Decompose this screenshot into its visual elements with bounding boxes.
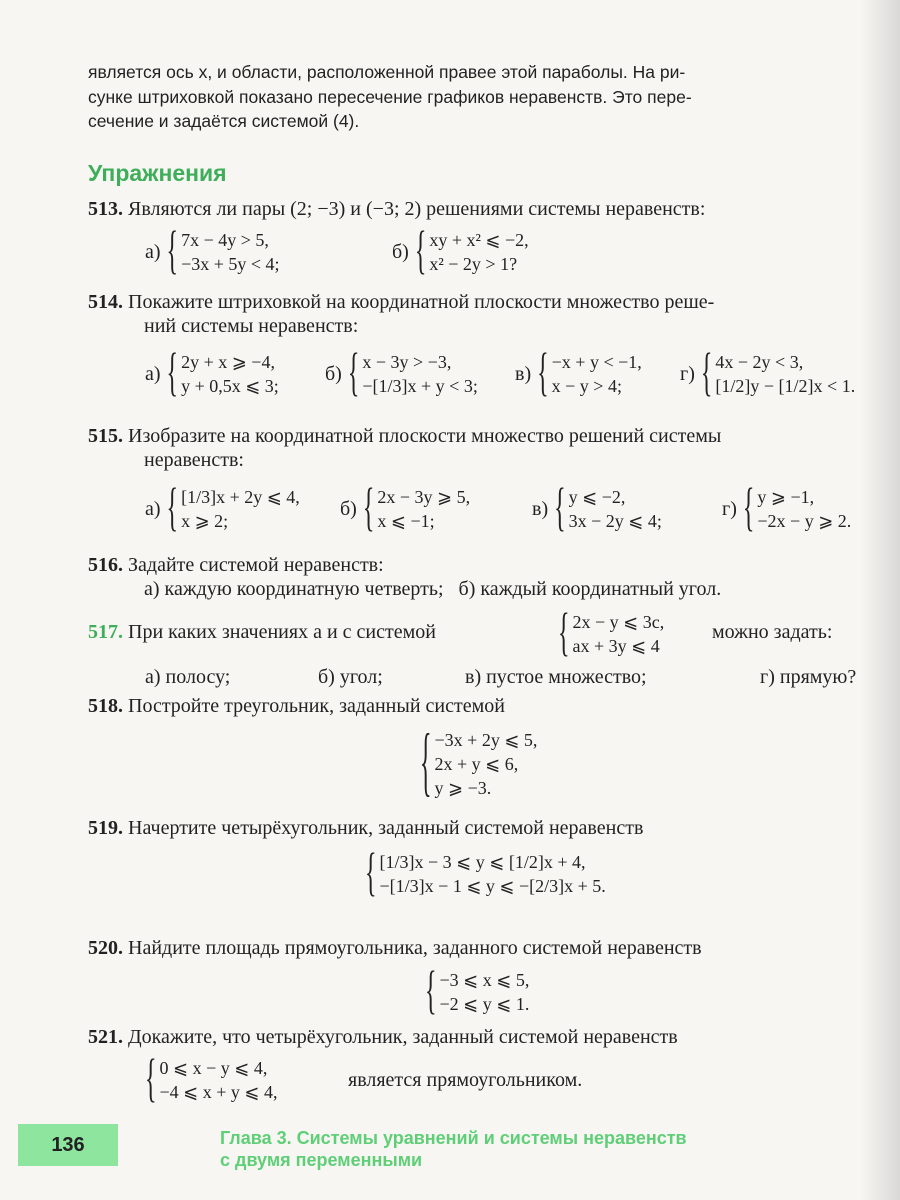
exercise-number: 515. xyxy=(88,425,123,447)
option-v: в) пустое множество; xyxy=(465,666,647,688)
inequality: 2x − y ⩽ 3c, xyxy=(572,612,665,632)
inequality: [1/3]x + 2y ⩽ 4, xyxy=(181,487,300,507)
system-lines xyxy=(435,728,538,800)
system-label: б) xyxy=(392,240,409,263)
system-label: б) xyxy=(340,497,357,520)
exercise-515 xyxy=(88,424,893,472)
inequality: 2x + y ⩽ 6, xyxy=(434,754,519,774)
chapter-title-line: Глава 3. Системы уравнений и системы неравенств xyxy=(220,1128,687,1148)
brace-symbol: { xyxy=(365,845,377,903)
brace-symbol: { xyxy=(558,605,570,663)
inequality: y ⩾ −3. xyxy=(434,778,492,798)
brace-symbol: { xyxy=(537,345,549,403)
system-b xyxy=(340,480,471,538)
inequality: x ⩽ −1; xyxy=(377,511,435,531)
inequality: −[1/3]x − 1 ⩽ y ⩽ −[2/3]x + 5. xyxy=(379,876,606,896)
system-lines xyxy=(160,1056,278,1104)
brace-symbol: { xyxy=(420,722,432,806)
exercise-520 xyxy=(88,936,893,960)
inequality: y ⩾ −1, xyxy=(757,487,815,507)
system-a xyxy=(145,345,279,403)
exercise-514 xyxy=(88,290,893,338)
brace-symbol: { xyxy=(166,223,179,281)
exercise-519 xyxy=(88,816,893,840)
system-a xyxy=(145,223,280,281)
inequality: −[1/3]x + y < 3; xyxy=(362,376,478,396)
brace-symbol: { xyxy=(145,1051,157,1109)
inequality: −3 ⩽ x ⩽ 5, xyxy=(439,970,530,990)
option-b: б) угол; xyxy=(318,666,383,688)
exercise-number: 516. xyxy=(88,554,123,576)
inequality: 0 ⩽ x − y ⩽ 4, xyxy=(159,1058,268,1078)
brace-symbol: { xyxy=(347,345,360,403)
exercise-text: Начертите четырёхугольник, заданный системой неравенств xyxy=(128,817,644,839)
system-label: г) xyxy=(680,362,695,385)
system-b xyxy=(392,223,529,281)
system-lines xyxy=(573,610,665,658)
inequality: 2x − 3y ⩾ 5, xyxy=(377,487,471,507)
inequality: −3x + 5y < 4; xyxy=(181,254,280,274)
intro-line: сунке штриховкой показано пересечение графиков неравенств. Это пере- xyxy=(88,86,692,107)
system-label: в) xyxy=(532,497,549,520)
inequality: −x + y < −1, xyxy=(551,352,642,372)
option-a: а) полосу; xyxy=(145,666,231,688)
exercise-518 xyxy=(88,694,893,718)
page-number-box xyxy=(18,1124,118,1166)
exercise-521 xyxy=(88,1025,893,1049)
exercise-number: 517. xyxy=(88,621,123,643)
system xyxy=(145,1051,278,1109)
inequality: x ⩾ 2; xyxy=(181,511,229,531)
exercise-text: Являются ли пары (2; −3) и (−3; 2) решениями системы неравенств: xyxy=(128,198,706,220)
system-g xyxy=(722,480,852,538)
system-b xyxy=(325,345,478,403)
chapter-footer xyxy=(220,1127,687,1171)
inequality: [1/3]x − 3 ⩽ y ⩽ [1/2]x + 4, xyxy=(379,852,586,872)
inequality: −3x + 2y ⩽ 5, xyxy=(434,730,538,750)
system-lines xyxy=(715,350,855,398)
inequality: −2x − y ⩾ 2. xyxy=(757,511,852,531)
system xyxy=(420,722,538,806)
exercise-text: При каких значениях a и c системой xyxy=(128,621,436,643)
system-lines xyxy=(181,485,300,533)
inequality: x − 3y > −3, xyxy=(362,352,452,372)
brace-symbol: { xyxy=(166,480,179,538)
section-heading: Упражнения xyxy=(88,160,227,186)
brace-symbol: { xyxy=(166,345,179,403)
exercise-number: 519. xyxy=(88,817,123,839)
intro-paragraph xyxy=(88,60,888,134)
exercise-text: неравенств: xyxy=(144,449,244,471)
inequality: −4 ⩽ x + y ⩽ 4, xyxy=(159,1082,278,1102)
inequality: 3x − 2y ⩽ 4; xyxy=(568,511,662,531)
system-label: а) xyxy=(145,362,161,385)
inequality: x − y > 4; xyxy=(551,376,622,396)
intro-line: сечение и задаётся системой (4). xyxy=(88,111,360,131)
system-label: а) xyxy=(145,240,161,263)
intro-line: является ось x, и области, расположенной правее этой параболы. На ри- xyxy=(88,62,686,82)
exercise-text: Найдите площадь прямоугольника, заданного системой неравенств xyxy=(128,937,702,959)
brace-symbol: { xyxy=(700,345,713,403)
exercise-text: Докажите, что четырёхугольник, заданный системой неравенств xyxy=(128,1026,678,1048)
system-lines xyxy=(380,850,606,898)
brace-symbol: { xyxy=(742,480,755,538)
system-lines xyxy=(569,485,662,533)
inequality: y + 0,5x ⩽ 3; xyxy=(181,376,279,396)
exercise-number: 514. xyxy=(88,291,123,313)
system-lines xyxy=(552,350,642,398)
inequality: −2 ⩽ y ⩽ 1. xyxy=(439,994,530,1014)
exercise-text: Покажите штриховкой на координатной плоскости множество реше- xyxy=(128,291,715,313)
exercise-number: 521. xyxy=(88,1026,123,1048)
exercise-number: 520. xyxy=(88,937,123,959)
system-v xyxy=(532,480,662,538)
brace-symbol: { xyxy=(425,963,437,1021)
exercise-text: Задайте системой неравенств: xyxy=(128,554,384,576)
brace-symbol: { xyxy=(554,480,566,538)
system-lines xyxy=(429,228,528,276)
exercise-text: а) каждую координатную четверть; б) каждый координатный угол. xyxy=(144,578,722,600)
system-g xyxy=(680,345,856,403)
exercise-text: ний системы неравенств: xyxy=(144,315,359,337)
inequality: y ⩽ −2, xyxy=(568,487,626,507)
exercise-text: можно задать: xyxy=(712,621,833,643)
system-lines xyxy=(440,968,530,1016)
system xyxy=(558,605,665,663)
system-lines xyxy=(757,485,851,533)
system xyxy=(365,845,606,903)
inequality: 4x − 2y < 3, xyxy=(715,352,804,372)
inequality: x² − 2y > 1? xyxy=(429,254,518,274)
exercise-number: 518. xyxy=(88,695,123,717)
system-lines xyxy=(181,228,279,276)
system-lines xyxy=(377,485,470,533)
exercise-516 xyxy=(88,553,893,601)
system xyxy=(425,963,530,1021)
inequality: 7x − 4y > 5, xyxy=(181,230,269,250)
inequality: xy + x² ⩽ −2, xyxy=(429,230,529,250)
inequality: 2y + x ⩾ −4, xyxy=(181,352,275,372)
chapter-title-line: с двумя переменными xyxy=(220,1150,423,1170)
system-lines xyxy=(362,350,477,398)
page-number: 136 xyxy=(51,1134,85,1156)
brace-symbol: { xyxy=(362,480,375,538)
system-lines xyxy=(181,350,279,398)
system-label: в) xyxy=(515,362,532,385)
system-a xyxy=(145,480,300,538)
option-g: г) прямую? xyxy=(760,666,857,688)
exercise-513 xyxy=(88,197,893,221)
inequality: [1/2]y − [1/2]x < 1. xyxy=(715,376,856,396)
exercise-text: является прямоугольником. xyxy=(348,1069,583,1091)
system-v xyxy=(515,345,642,403)
exercise-text: Изобразите на координатной плоскости множество решений системы xyxy=(128,425,722,447)
brace-symbol: { xyxy=(414,223,427,281)
system-label: а) xyxy=(145,497,161,520)
exercise-number: 513. xyxy=(88,198,123,220)
exercise-text: Постройте треугольник, заданный системой xyxy=(128,695,505,717)
system-label: б) xyxy=(325,362,342,385)
inequality: ax + 3y ⩽ 4 xyxy=(572,636,660,656)
system-label: г) xyxy=(722,497,737,520)
